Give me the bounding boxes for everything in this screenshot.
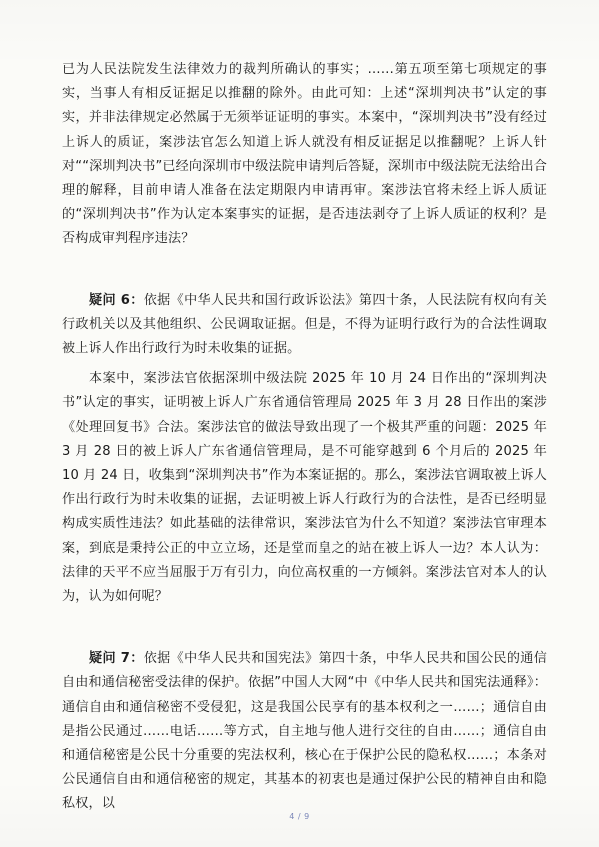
- paragraph-question-6: [62, 289, 547, 362]
- page-number: 4 / 9: [289, 812, 310, 821]
- document-body: [62, 58, 547, 817]
- question-6-label: 疑问 6：: [89, 292, 144, 308]
- question-7-text: 依据《中华人民共和国宪法》第四十条，中华人民共和国公民的通信自由和通信秘密受法律的保护。依据”中国人大网“中《中华人民共和国宪法通释》：通信自由和通信秘密不受侵犯，这是我国公民享有的基本权利之一……；通信自由是指公民通过……电话……等方式，自主地与他人进行交往的自由……；通信自由和通信秘密是公民十分重要的宪法权利，核心在于保护公民的隐私权……；本条对公民通信自由和通信秘密的规定，其基本的初衷也是通过保护公民的精神自由和隐私权，以: [62, 651, 548, 812]
- paragraph-case-analysis: 本案中，案涉法官依据深圳中级法院 2025 年 10 月 24 日作出的“深圳判决书”认定的事实，证明被上诉人广东省通信管理局 2025 年 3 月 28 日作出的案涉《处理回复书》合法。案涉法官的做法导致出现了一个极其严重的问题：2025 年 3 月 28 日的被上诉人广东省通信管理局，是不可能穿越到 6 个月后的 2025 年 10 月 24 日，收集到“深圳判决书”作为本案证据的。那么，案涉法官调取被上诉人作出行政行为时未收集的证据，去证明被上诉人行政行为的合法性，是否已经明显构成实质性违法？如此基础的法律常识，案涉法官为什么不知道？案涉法官审理本案，到底是秉持公正的中立立场，还是堂而皇之的站在被上诉人一边？本人认为：法律的天平不应当屈服于万有引力，向位高权重的一方倾斜。案涉法官对本人的认为，认为如何呢？: [62, 371, 547, 605]
- question-6-text: 依据《中华人民共和国行政诉讼法》第四十条，人民法院有权向有关行政机关以及其他组织、公民调取证据。但是，不得为证明行政行为的合法性调取被上诉人作出行政行为时未收集的证据。: [62, 292, 548, 357]
- paragraph-continuation: 已为人民法院发生法律效力的裁判所确认的事实；……第五项至第七项规定的事实，当事人有相反证据足以推翻的除外。由此可知：上述“深圳判决书”认定的事实，并非法律规定必然属于无须举证证明的事实。本案中，“深圳判决书”没有经过上诉人的质证，案涉法官怎么知道上诉人就没有相反证据足以推翻呢？上诉人针对““深圳判决书”已经向深圳市中级法院申请判后答疑，深圳市中级法院无法给出合理的解释，目前申请人准备在法定期限内申请再审。案涉法官将未经上诉人质证的“深圳判决书”作为认定本案事实的证据，是否违法剥夺了上诉人质证的权利？是否构成审判程序违法？: [62, 62, 547, 247]
- paragraph-question-7: [62, 647, 547, 816]
- question-7-label: 疑问 7：: [89, 651, 144, 667]
